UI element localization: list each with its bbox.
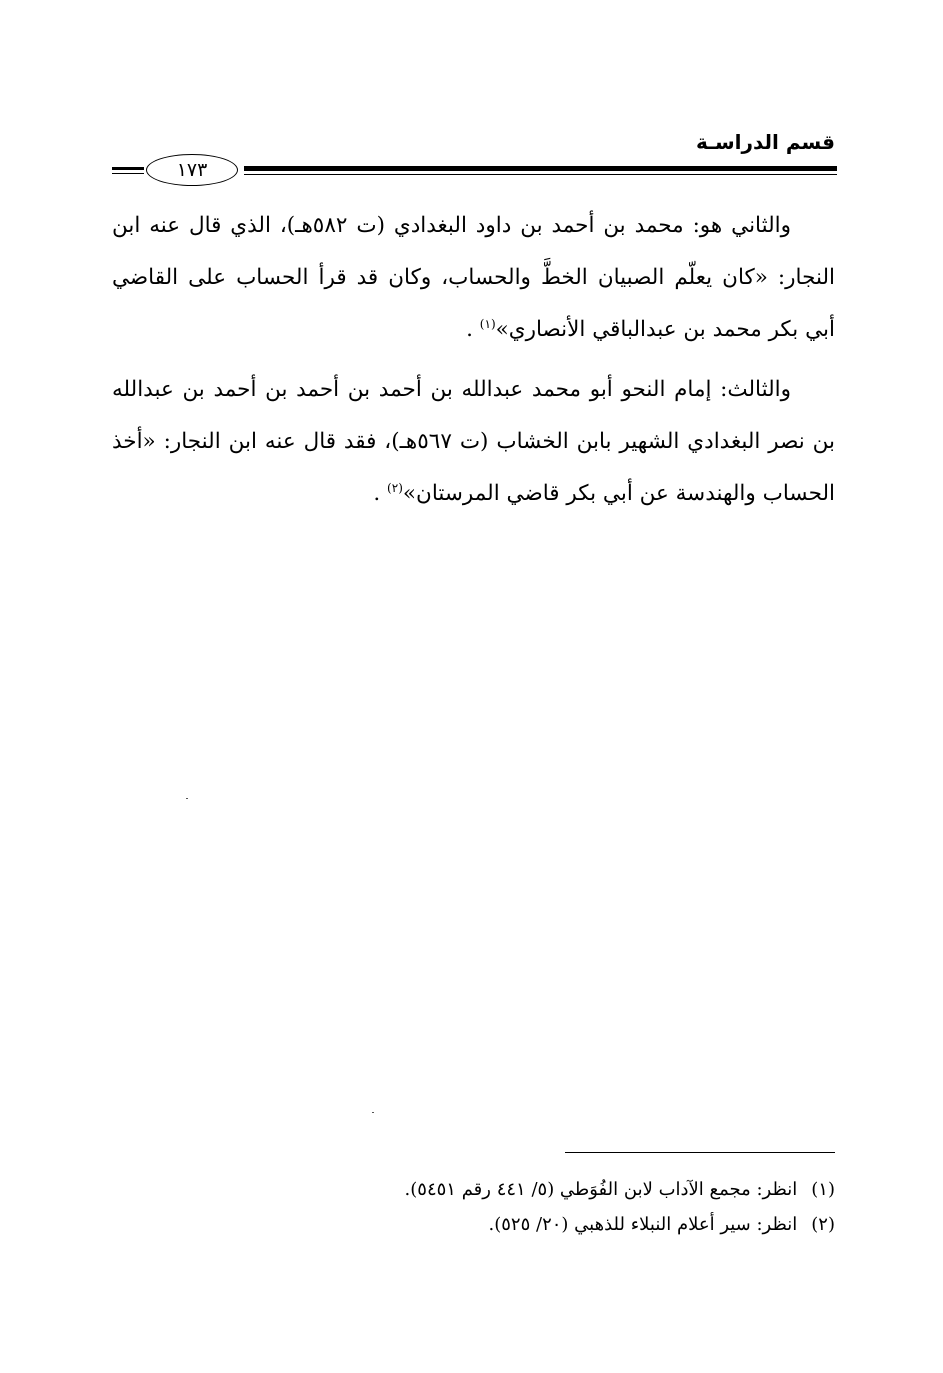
footnote-separator xyxy=(565,1152,835,1153)
header-rule-thin xyxy=(244,174,837,175)
body-text xyxy=(112,200,835,528)
paragraph-end: . xyxy=(373,481,381,506)
page-number: ١٧٣ xyxy=(176,159,208,181)
footnote-ref-2[interactable]: (٢) xyxy=(387,480,403,495)
header-rule-thick xyxy=(244,166,837,171)
header-rule-left-thin xyxy=(112,173,144,174)
footnote-text: انظر: سير أعلام النبلاء للذهبي (٢٠/ ٥٢٥). xyxy=(488,1214,798,1235)
header-rule-left xyxy=(112,167,144,170)
footnotes xyxy=(112,1172,835,1242)
paragraph-1 xyxy=(112,200,835,356)
footnote-1 xyxy=(112,1172,835,1207)
footnote-number: (١) xyxy=(811,1179,835,1200)
paragraph-end: . xyxy=(466,317,473,342)
page-number-badge xyxy=(146,154,238,186)
scan-speck xyxy=(186,798,188,799)
footnote-2 xyxy=(112,1207,835,1242)
paragraph-text: والثاني هو: محمد بن أحمد بن داود البغدادي (ت ٥٨٢هـ)، الذي قال عنه ابن النجار: «كان يعلّم الصبيان الخطَّ والحساب، وكان قد قرأ الحساب على القاضي أبي بكر محمد بن عبدالباقي الأنصاري» xyxy=(112,213,835,342)
scan-speck xyxy=(372,1112,374,1113)
section-title: قسم الدراسـة xyxy=(695,130,835,154)
paragraph-2 xyxy=(112,364,835,520)
footnote-number: (٢) xyxy=(811,1214,835,1235)
paragraph-text: والثالث: إمام النحو أبو محمد عبدالله بن أحمد بن أحمد بن أحمد بن عبدالله بن نصر البغدادي الشهير بابن الخشاب (ت ٥٦٧هـ)، فقد قال عنه ابن النجار: «أخذ الحساب والهندسة عن أبي بكر قاضي المرستان» xyxy=(112,377,836,506)
footnote-ref-1[interactable]: (١) xyxy=(479,316,496,331)
footnote-text: انظر: مجمع الآداب لابن الفُوَطي (٥/ ٤٤١ رقم ٥٤٥١). xyxy=(404,1179,798,1200)
